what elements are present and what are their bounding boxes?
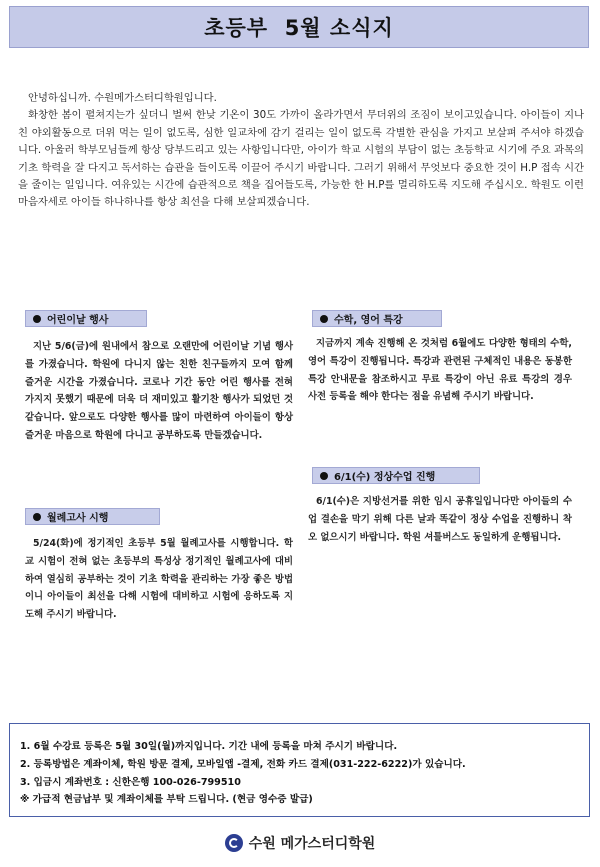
intro-body: 화창한 봄이 펼쳐지는가 싶더니 벌써 한낮 기온이 30도 가까이 올라가면서 무더위의 조짐이 보이고있습니다. 아이들이 지나친 야외활동으로 더위 먹는 일이 없도록, 심한 일교차에 감기 걸리는 일이 없도록 각별한 관심을 가지고 보살펴 주셔야 하겠습니다. 아울러 학부모님들께 항상 당부드리고 있는 사항입니다만, 아이가 학교 시험의 부담이 없는 초등학교 시기에 주요 과목의 기초 학력을 잘 다지고 독서하는 습관을 들이도록 이끌어 주시기 바랍니다. 그러기 위해서 무엇보다 중요한 것이 H.P 접속 시간을 줄이는 일입니다. 여유있는 시간에 습관적으로 책을 집어들도록, 가능한 한 H.P를 멀리하도록 지도해 주십시오. 학원도 이런 마음자세로 아이들 하나하나를 항상 최선을 다해 보살피겠습니다.: [18, 109, 584, 209]
bullet-icon: [320, 315, 328, 323]
section-text: 5/24(화)에 정기적인 초등부 5월 월례고사를 시행합니다. 학교 시험이 전혀 없는 초등부의 특성상 정기적인 월례고사에 대비하여 열심히 공부하는 것이 기초 학력을 관리하는 가장 좋은 방법이니 아이들이 최선을 다해 시험에 대비하고 시험에 응하도록 지도해 주시기 바랍니다.: [25, 538, 293, 621]
section-heading-childrens-day: [25, 310, 147, 327]
section-body-childrens-day: [25, 338, 293, 445]
notice-line-account: 3. 입금시 계좌번호 : 신한은행 100-026-799510: [20, 776, 241, 788]
notice-line-deadline: 1. 6월 수강료 등록은 5월 30일(월)까지입니다. 기간 내에 등록을 마쳐 주시기 바랍니다.: [20, 741, 398, 752]
section-heading-label: 6/1(수) 정상수업 진행: [334, 472, 436, 483]
section-text: 지난 5/6(금)에 원내에서 참으로 오랜만에 어린이날 기념 행사를 가졌습니다. 학원에 다니지 않는 친한 친구들까지 모여 함께 즐거운 시간을 가졌습니다. 코로나 기간 동안 어린 행사를 전혀 가지지 못했기 때문에 더욱 더 재미있고 활기찬 행사가 되었던 것 같습니다. 앞으로도 다양한 행사를 많이 마련하여 아이들이 항상 즐거운 마음으로 학원에 다니고 공부하도록 만들겠습니다.: [25, 341, 293, 441]
section-text: 6/1(수)은 지방선거를 위한 임시 공휴일입니다만 아이들의 수업 결손을 막기 위해 다른 날과 똑같이 정상 수업을 진행하니 착오 없으시기 바랍니다. 학원 셔틀버스도 동일하게 운행됩니다.: [308, 496, 572, 543]
section-heading-math-english: [312, 310, 442, 327]
intro-letter: [18, 90, 584, 212]
section-text: 지금까지 계속 진행해 온 것처럼 6월에도 다양한 형태의 수학, 영어 특강이 진행됩니다. 특강과 관련된 구체적인 내용은 동봉한 특강 안내문을 참조하시고 무료 특강이 아닌 유료 특강의 경우 사전 등록을 해야 한다는 점을 유념해 주시기 바랍니다.: [308, 338, 572, 403]
intro-greeting: 안녕하십니까. 수원메가스터디학원입니다.: [28, 92, 217, 104]
brand-name: 수원 메가스터디학원: [248, 836, 376, 852]
section-heading-label: 수학, 영어 특강: [334, 315, 403, 326]
school-logo-icon: [225, 834, 243, 852]
section-heading-label: 어린이날 행사: [47, 315, 109, 326]
notice-line-request: ※ 가급적 현금납부 및 계좌이체를 부탁 드립니다. (현금 영수증 발급): [20, 794, 313, 806]
bullet-icon: [320, 472, 328, 480]
section-body-monthly-test: [25, 535, 293, 624]
page-title: 초등부 5월 소식지: [204, 16, 394, 40]
bullet-icon: [33, 513, 41, 521]
bullet-icon: [33, 315, 41, 323]
section-body-normal-class: [308, 493, 572, 546]
section-heading-normal-class: [312, 467, 480, 484]
registration-notice-box: [9, 723, 590, 817]
section-heading-label: 월례고사 시행: [47, 513, 109, 524]
section-heading-monthly-test: [25, 508, 160, 525]
footer-brand: [0, 828, 600, 858]
notice-line-methods: 2. 등록방법은 계좌이체, 학원 방문 결제, 모바일앱 -결제, 전화 카드 결제(031-222-6222)가 있습니다.: [20, 758, 466, 770]
title-banner: [9, 6, 589, 48]
section-body-math-english: [308, 335, 572, 406]
